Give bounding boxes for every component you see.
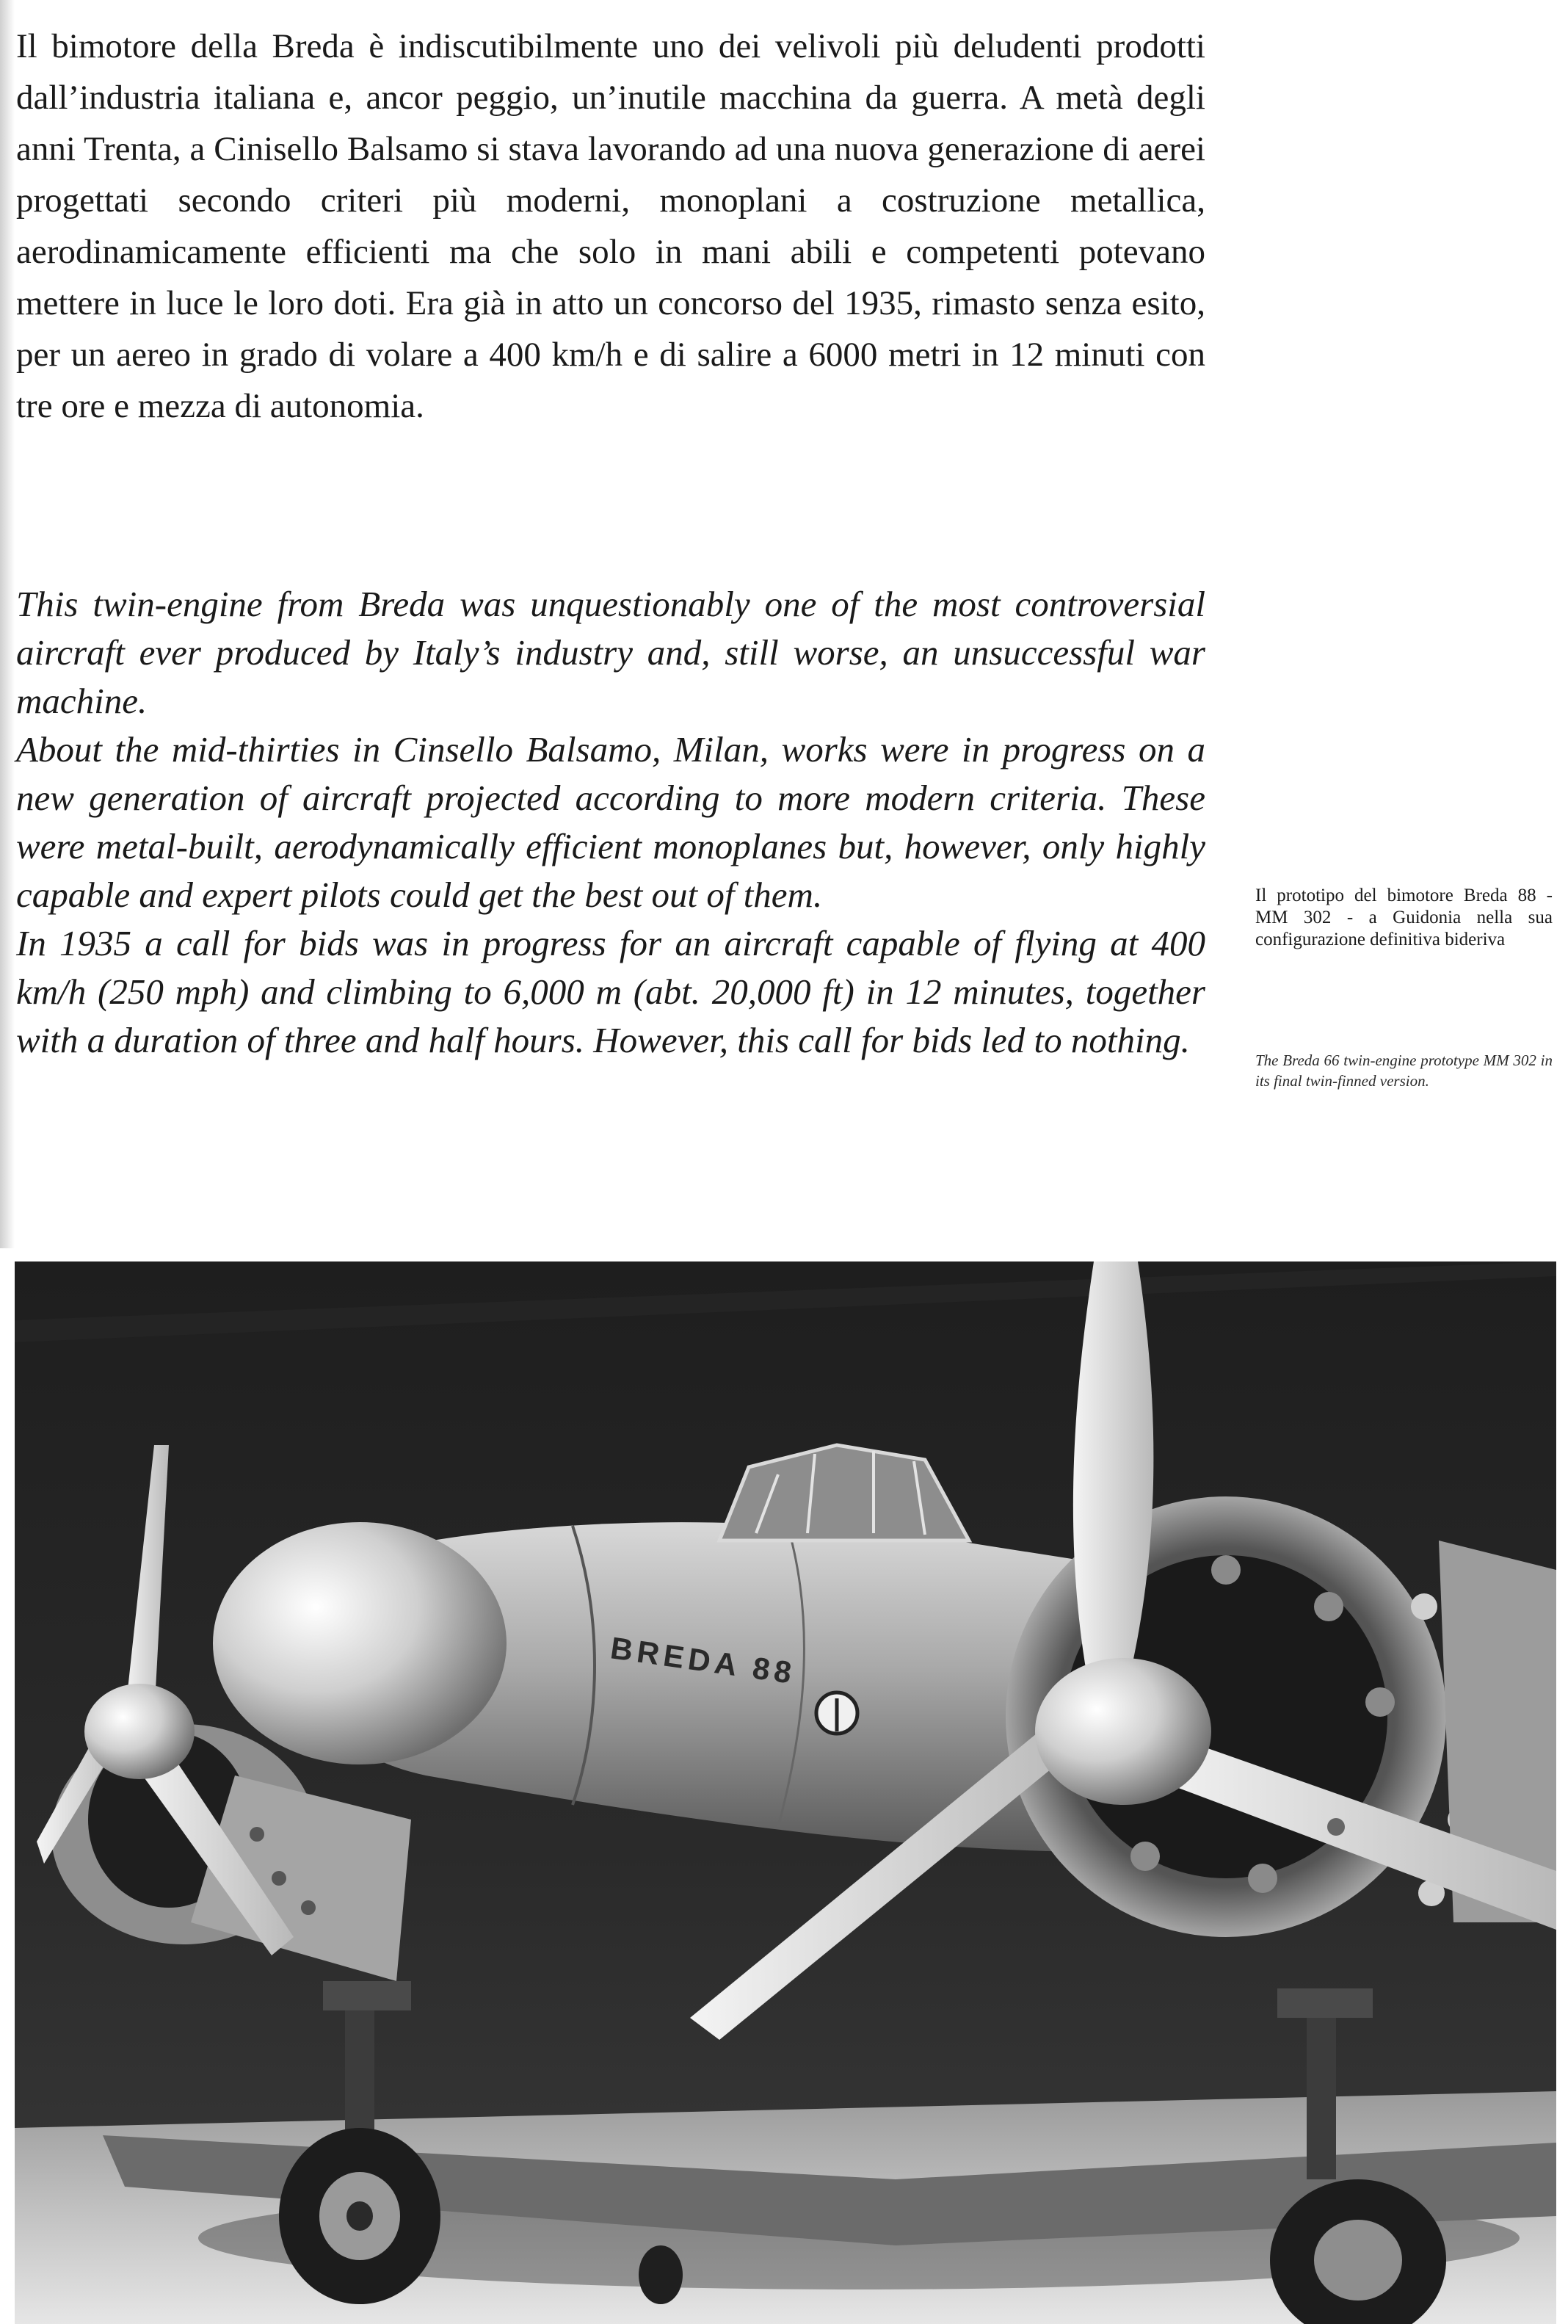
english-paragraph-3: In 1935 a call for bids was in progress for an aircraft capable of flying at 400 km/h (250 mph) and climbing to 6,000 m (abt. 20,000 ft) in 12 minutes, together with a duration of three and half hours. However, this call for bids led to nothing. xyxy=(16,923,1205,1060)
photo-caption-italian: Il prototipo del bimotore Breda 88 - MM 302 - a Guidonia nella sua configurazione definitiva bideriva xyxy=(1255,886,1553,949)
italian-paragraph: Il bimotore della Breda è indiscutibilmente uno dei velivoli più deludenti prodotti dall’industria italiana e, ancor peggio, un’inutile macchina da guerra. A metà degli anni Trenta, a Cinisello Balsamo si stava lavorando ad una nuova generazione di aerei progettati secondo criteri più moderni, monoplani a costruzione metallica, aerodinamicamente efficienti ma che solo in mani abili e competenti potevano mettere in luce le loro doti. Era già in atto un concorso del 1935, rimasto senza esito, per un aereo in grado di volare a 400 km/h e di salire a 6000 metri in 12 minuti con tre ore e mezza di autonomia. xyxy=(16,27,1205,425)
photo-caption-english: The Breda 66 twin-engine prototype MM 302 in its final twin-finned version. xyxy=(1255,1051,1553,1090)
english-paragraph-1: This twin-engine from Breda was unquestionably one of the most controversial aircraft ever produced by Italy’s industry and, still worse, an unsuccessful war machine. xyxy=(16,584,1205,721)
breda-88-photo-illustration xyxy=(15,1261,1556,2324)
aircraft-photo xyxy=(15,1261,1556,2324)
page-edge-shadow xyxy=(0,0,15,1248)
english-text-block xyxy=(16,580,1205,1065)
fuselage-lettering: BREDA 88 xyxy=(608,1630,798,1691)
italian-text-block xyxy=(16,21,1205,432)
english-paragraph-2: About the mid-thirties in Cinsello Balsamo, Milan, works were in progress on a new generation of aircraft projected according to more modern criteria. These were metal-built, aerodynamically efficient monoplanes but, however, only highly capable and expert pilots could get the best out of them. xyxy=(16,729,1205,915)
